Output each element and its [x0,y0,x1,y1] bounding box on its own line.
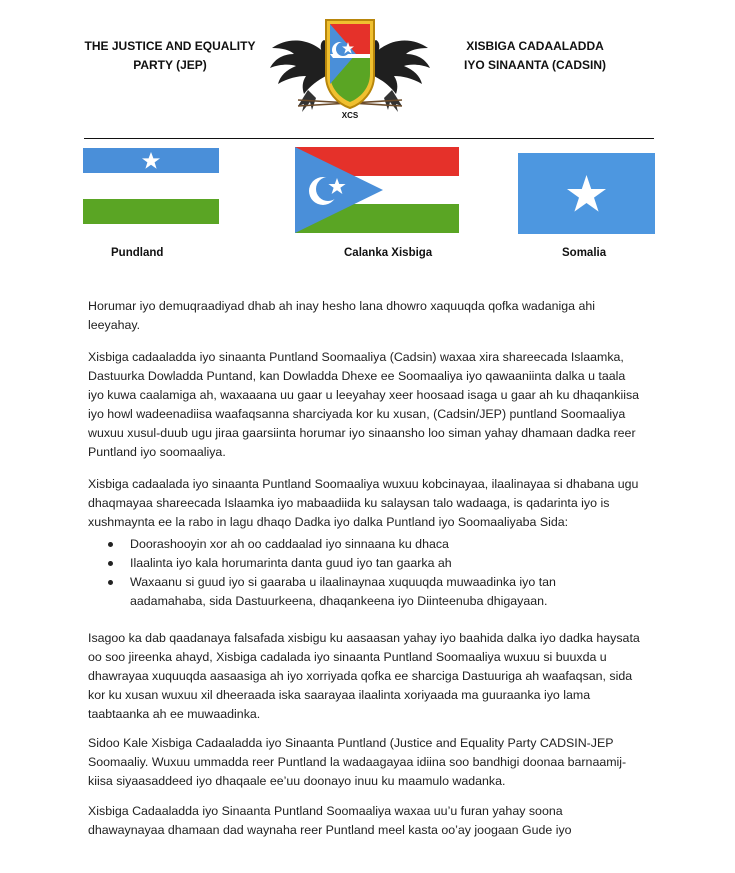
shield-icon [326,20,374,108]
list-item: Waxaanu si guud iyo si gaaraba u ilaalinaynaa xuquuqda muwaadinka iyo tan aadamahaba, sida Dastuurkeena, dhaqankeena iyo Diinteenuba dhigayaan. [108,573,628,611]
bullet-icon [108,561,113,566]
paragraph-6: Xisbiga Cadaaladda iyo Sinaanta Puntland Soomaaliya waxaa uu’u furan yahay soona dhawaynayaa dhamaan dad waynaha reer Puntland meel kasta oo’ay joogaan Gude iyo [88,804,572,837]
bullet-icon [108,542,113,547]
party-name-english-line2: PARTY (JEP) [133,58,207,72]
paragraph-3: Xisbiga cadaalada iyo sinaanta Puntland Soomaaliya wuxuu kobcinayaa, ilaalinayaa si dhabana ugu dhaqmayaa shareecada Islaamka iyo mabaadiida ku salaysan talo wadaaga, is qadarinta iyo is xushmaynta ee la rabo in lagu dhaqo Dadka iyo dalka Puntland iyo Soomaaliyaba Sida: [88,477,639,529]
header-divider [84,138,654,139]
bullet-list [108,535,628,611]
party-name-somali-line1: XISBIGA CADAALADDA [466,39,604,53]
somalia-flag [518,153,655,234]
party-name-english-line1: THE JUSTICE AND EQUALITY [84,39,256,53]
flag-caption-somalia: Somalia [562,247,607,259]
flag-caption-party: Calanka Xisbiga [344,247,433,259]
party-name-english [84,37,256,75]
party-name-somali-line2: IYO SINAANTA (CADSIN) [464,58,606,72]
paragraph-5: Sidoo Kale Xisbiga Cadaaladda iyo Sinaanta Puntland (Justice and Equality Party CADSIN-JEP Soomaaliy. Wuxuu ummadda reer Puntland la wadaagayaa idiina soo bandhigi doonaa barnaamij-kiisa siyaasaddeed iyo dhaqaale ee’uu doonayo inuu ku maamulo wadanka. [88,736,627,788]
bullet-icon [108,580,113,585]
party-emblem-logo [268,14,432,126]
party-name-somali [455,37,615,75]
flag-caption-puntland: Pundland [111,247,164,259]
party-flag [295,147,459,233]
puntland-flag [83,148,219,224]
paragraph-1: Horumar iyo demuqraadiyad dhab ah inay hesho lana dhowro xaquuqda qofka wadaniga ahi leeyahay. [88,299,595,332]
list-item: Ilaalinta iyo kala horumarinta danta guud iyo tan gaarka ah [108,554,628,573]
emblem-text: XCS [341,111,359,120]
paragraph-4: Isagoo ka dab qaadanaya falsafada xisbigu ku aasaasan yahay iyo baahida dalka iyo dadka haysata oo soo jireenka ahayd, Xisbiga cadalada iyo sinaanta Puntland Soomaaliya wuxuu si buuxda u dhawrayaa xuquuqda aasaasiga ah iyo xorriyada qofka ee sharciga Dastuuriga ah waafaqsan, sida kor ku xusan wuxuu xil dheeraada iska saarayaa ilaalinta xoriyaada ma guuraanka iyo lama taabtaanka ah ee muwaadinka. [88,631,640,721]
list-item: Doorashooyin xor ah oo caddaalad iyo sinnaana ku dhaca [108,535,628,554]
paragraph-2: Xisbiga cadaaladda iyo sinaanta Puntland Soomaaliya (Cadsin) waxaa xira shareecada Islaamka, Dastuurka Dowladda Puntand, kan Dowladda Dhexe ee Soomaaliya iyo qawaaniinta dalka u taala iyo kuwa caalamiga ah, waxaaana uu gaar u leeyahay xeer hoosaad isaga u gaar ah ku dhaqankiisa iyo howl wadeenadiisa waafaqsanna sharciyada kor ku xusan, (Cadsin/JEP) puntland Soomaaliya wuxuu xusul-duub ugu jiraa gaarsiinta horumar iyo sinaansho loo siman yahay dhamaan dadka reer Puntland iyo soomaaliya. [88,350,640,459]
